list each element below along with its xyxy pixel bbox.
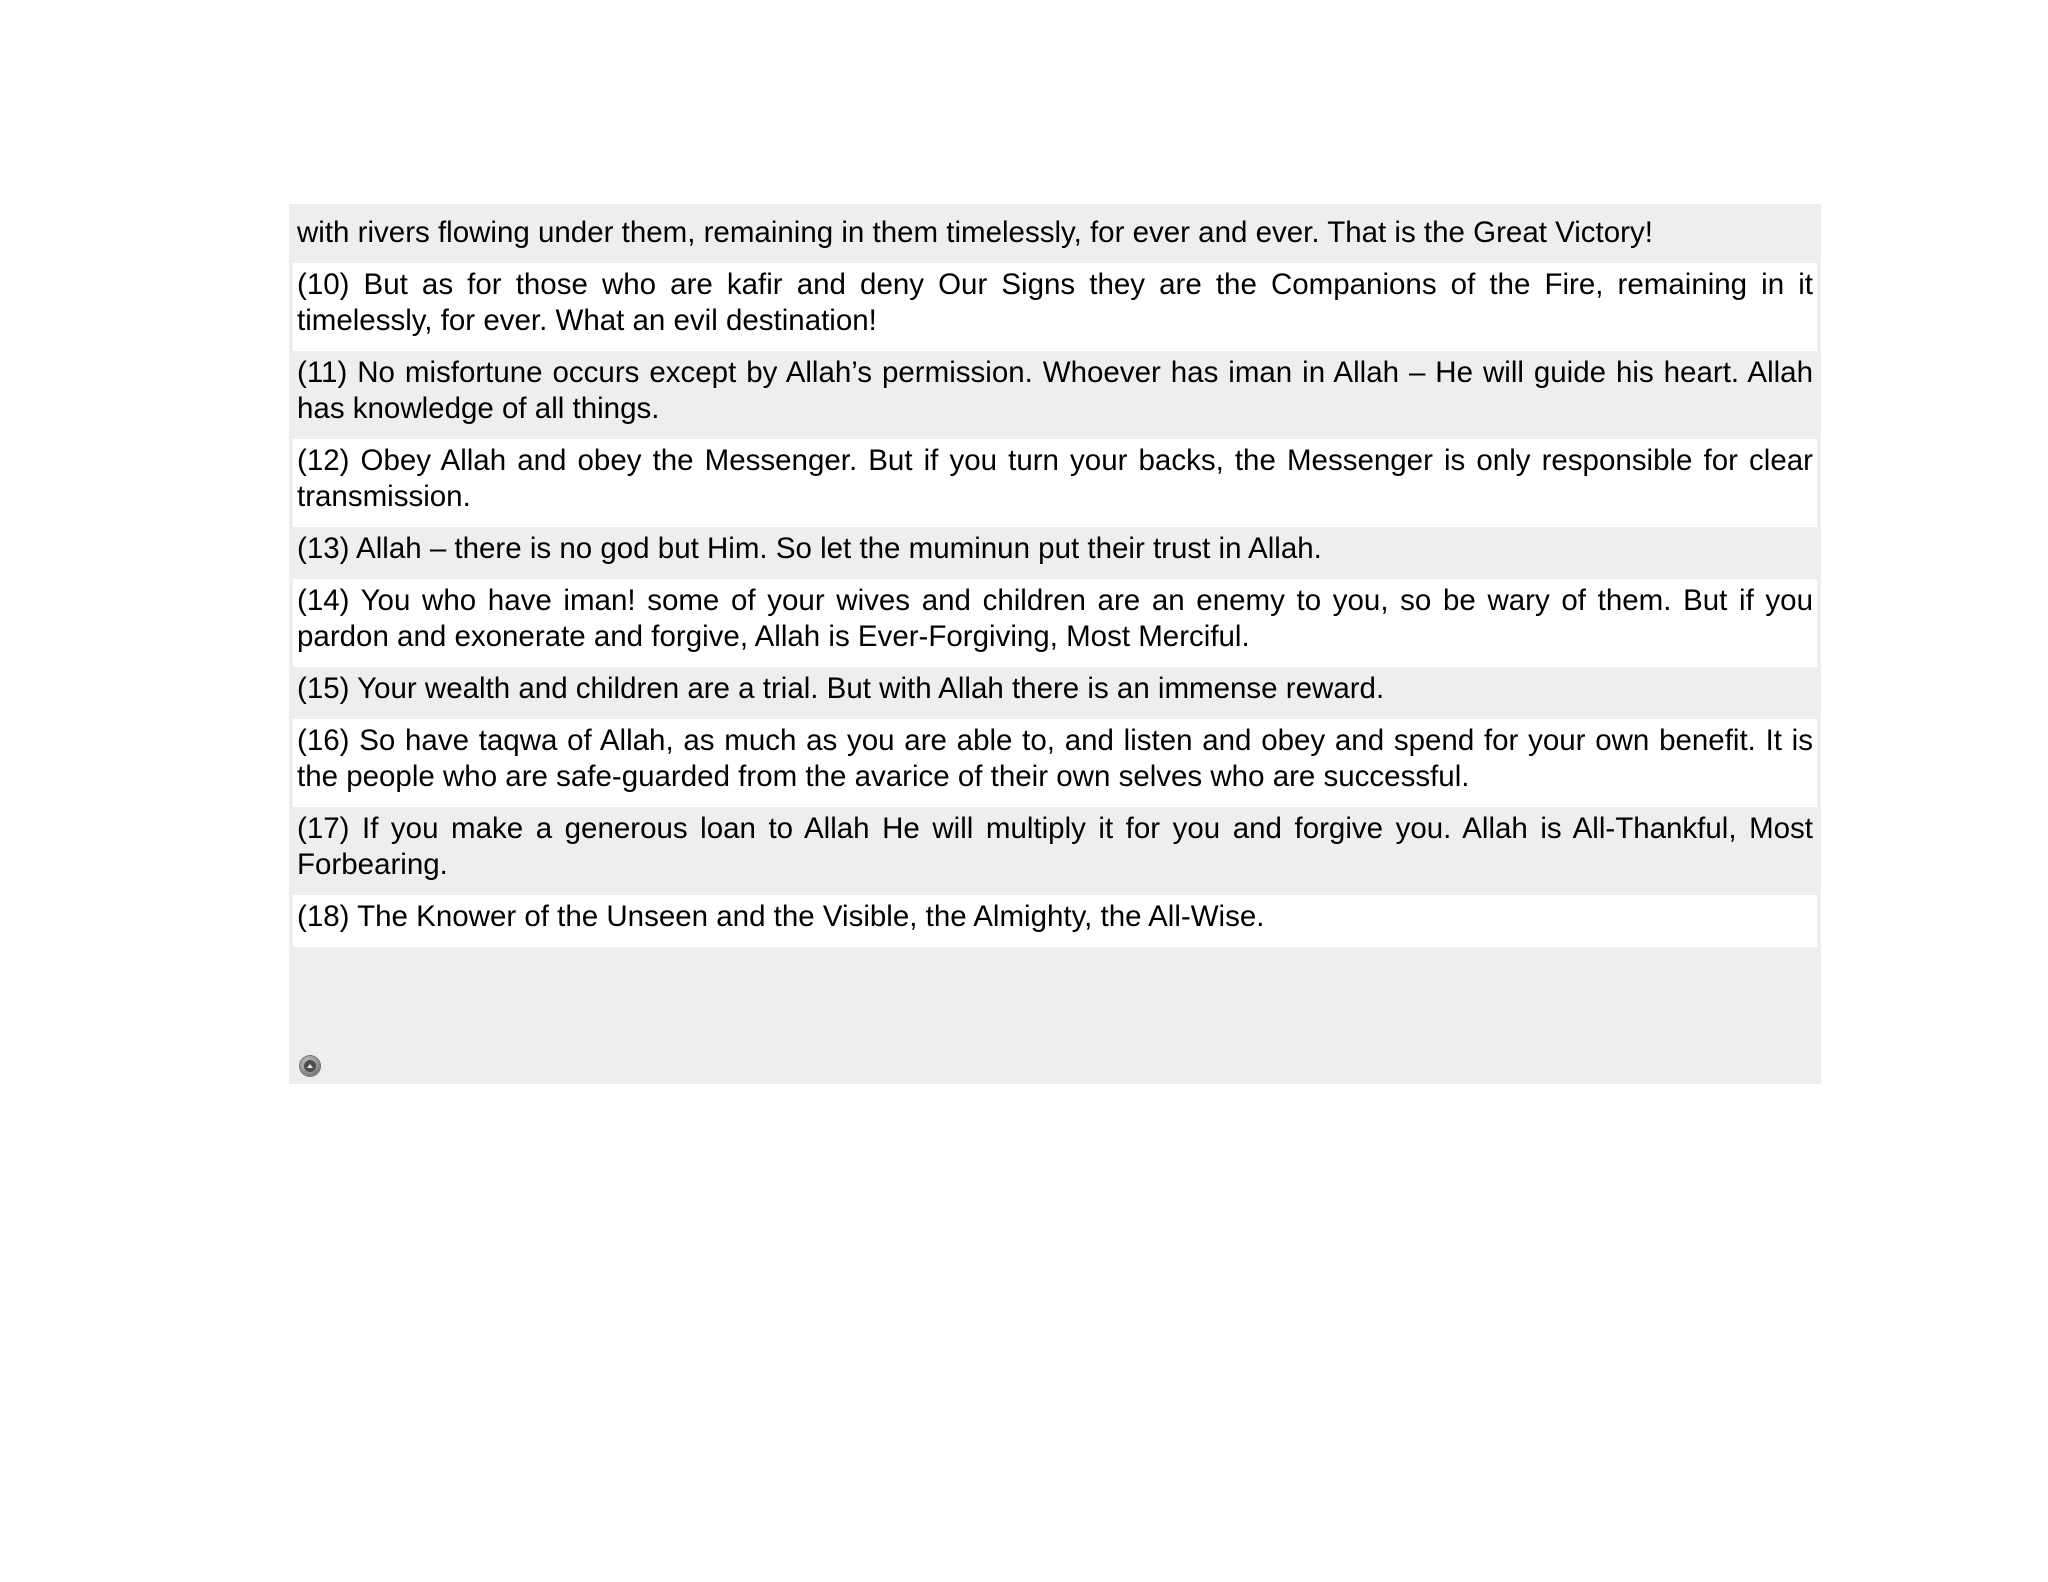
verse-row: (10) But as for those who are kafir and deny Our Signs they are the Companions of the Fire, remaining in it timelessly, for ever. What an evil destination! [293, 263, 1817, 351]
verse-row: (17) If you make a generous loan to Allah He will multiply it for you and forgive you. Allah is All-Thankful, Most Forbearing. [293, 807, 1817, 895]
verse-row: (15) Your wealth and children are a trial. But with Allah there is an immense reward. [293, 667, 1817, 719]
verse-panel [289, 204, 1821, 1084]
collapse-icon-inner [304, 1060, 316, 1072]
collapse-up-icon[interactable] [300, 1056, 320, 1076]
verse-row: (11) No misfortune occurs except by Allah’s permission. Whoever has iman in Allah – He will guide his heart. Allah has knowledge of all things. [293, 351, 1817, 439]
verse-row: (14) You who have iman! some of your wives and children are an enemy to you, so be wary of them. But if you pardon and exonerate and forgive, Allah is Ever-Forgiving, Most Merciful. [293, 579, 1817, 667]
verse-row: (13) Allah – there is no god but Him. So let the muminun put their trust in Allah. [293, 527, 1817, 579]
verse-row: with rivers flowing under them, remaining in them timelessly, for ever and ever. That is the Great Victory! [293, 208, 1817, 263]
verse-row: (12) Obey Allah and obey the Messenger. But if you turn your backs, the Messenger is only responsible for clear transmission. [293, 439, 1817, 527]
verse-row: (18) The Knower of the Unseen and the Visible, the Almighty, the All-Wise. [293, 895, 1817, 947]
verse-row: (16) So have taqwa of Allah, as much as you are able to, and listen and obey and spend for your own benefit. It is the people who are safe-guarded from the avarice of their own selves who are successful. [293, 719, 1817, 807]
